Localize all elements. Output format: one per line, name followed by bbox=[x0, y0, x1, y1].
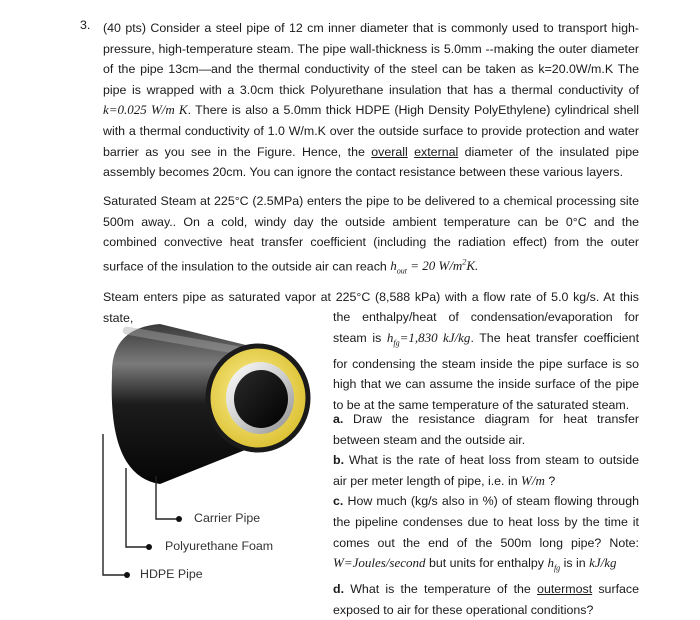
question-d bbox=[333, 579, 639, 620]
carrier-dot bbox=[176, 516, 182, 522]
insulated-pipe-figure bbox=[100, 316, 332, 596]
flow-rate-text: Steam enters pipe as saturated vapor at 225°C (8,588 kPa) with a flow rate of 5.0 kg/s. At this state, bbox=[103, 290, 639, 325]
watt-definition: W=Joules/second bbox=[333, 555, 426, 571]
question-text: What is the temperature of the bbox=[344, 582, 538, 597]
questions-list bbox=[333, 409, 639, 620]
hfg-value: =1,830 kJ/kg bbox=[399, 329, 471, 345]
question-a bbox=[333, 409, 639, 450]
pipe-bore bbox=[234, 370, 288, 428]
h-out-value: = 20 W/m bbox=[406, 258, 463, 274]
overall-underlined: overall bbox=[371, 144, 408, 159]
problem-intro-paragraph bbox=[103, 18, 639, 183]
outermost-underlined: outermost bbox=[537, 582, 593, 597]
question-text-2: but units for enthalpy bbox=[425, 556, 548, 571]
h-symbol: h bbox=[547, 555, 554, 571]
h-symbol: h bbox=[390, 258, 397, 274]
steam-conditions-paragraph bbox=[103, 191, 639, 282]
h-symbol: h bbox=[386, 329, 394, 345]
question-label: b. bbox=[333, 453, 345, 468]
intro-text-3: diameter of the insulated pipe assembly becomes 20cm. You can ignore the contact resistance between these various layers. bbox=[103, 144, 639, 180]
question-label: d. bbox=[333, 582, 345, 597]
polyurethane-foam-label: Polyurethane Foam bbox=[165, 539, 274, 553]
unit: kJ/kg bbox=[589, 555, 617, 571]
enthalpy-text-2: . The heat transfer coefficient for condensing the steam inside the pipe surface is so high that we can assume the inside surface of the pipe to be at the same temperature of the saturated steam. bbox=[333, 330, 640, 412]
unit: W/m bbox=[521, 472, 545, 488]
question-end: ? bbox=[544, 473, 556, 488]
question-b bbox=[333, 450, 639, 491]
question-text: What is the rate of heat loss from steam to outside air per meter length of pipe, i.e. in bbox=[333, 453, 639, 488]
external-underlined: external bbox=[414, 144, 459, 159]
question-text: Draw the resistance diagram for heat transfer between steam and the outside air. bbox=[333, 412, 639, 447]
intro-text-2: . There is also a 5.0mm thick HDPE (High Density PolyEthylene) cylindrical shell with a thermal conductivity of 1.0 W/m.K over the outside surface to provide protection and water barrier as you see in the Figure. Hence, the bbox=[103, 103, 639, 159]
hfg-expression bbox=[386, 329, 471, 348]
problem-number: 3. bbox=[80, 18, 91, 32]
fg-subscript: fg bbox=[393, 338, 400, 348]
foam-dot bbox=[146, 544, 152, 550]
question-end: surface exposed to air for these operational conditions? bbox=[333, 582, 639, 617]
intro-text: (40 pts) Consider a steel pipe of 12 cm inner diameter that is commonly used to transport high-pressure, high-temperature steam. The pipe wall-thickness is 5.0mm --making the outer diameter of the pipe 13cm—and the thermal conductivity of the steel can be taken as k=20.0W/m.K The pipe is wrapped with a 3.0cm thick Polyurethane insulation that has a thermal conductivity of bbox=[103, 21, 639, 97]
fg-subscript: fg bbox=[553, 563, 561, 573]
carrier-pipe-label: Carrier Pipe bbox=[194, 511, 261, 525]
hdpe-dot bbox=[124, 572, 130, 578]
enthalpy-paragraph bbox=[333, 307, 639, 416]
kelvin: K. bbox=[466, 258, 479, 274]
h-out-expression bbox=[390, 257, 479, 276]
squared: 2 bbox=[462, 257, 467, 267]
foam-conductivity: k=0.025 W/m K bbox=[103, 102, 188, 118]
h-out-subscript: out bbox=[396, 266, 407, 276]
question-c bbox=[333, 491, 639, 579]
hdpe-pipe-label: HDPE Pipe bbox=[140, 567, 203, 581]
pipe-illustration bbox=[100, 316, 332, 596]
question-text: How much (kg/s also in %) of steam flowing through the pipeline condenses due to heat loss by the time it comes out the end of the 500m long pipe? Note: bbox=[333, 494, 639, 550]
foam-leader-line bbox=[126, 468, 148, 547]
enthalpy-text: the enthalpy/heat of condensation/evaporation for steam is bbox=[333, 310, 639, 345]
question-text-3: is in bbox=[560, 556, 590, 571]
question-label: c. bbox=[333, 494, 344, 509]
hdpe-leader-line bbox=[103, 434, 126, 575]
question-label: a. bbox=[333, 412, 344, 426]
steam-text: Saturated Steam at 225°C (2.5MPa) enters the pipe to be delivered to a chemical processing site 500m away.. On a cold, windy day the outside ambient temperature can be 0°C and the combined convective heat transfer coefficient (including the radiation effect) from the outer surface of the insulation to the outside air can reach bbox=[103, 194, 639, 274]
